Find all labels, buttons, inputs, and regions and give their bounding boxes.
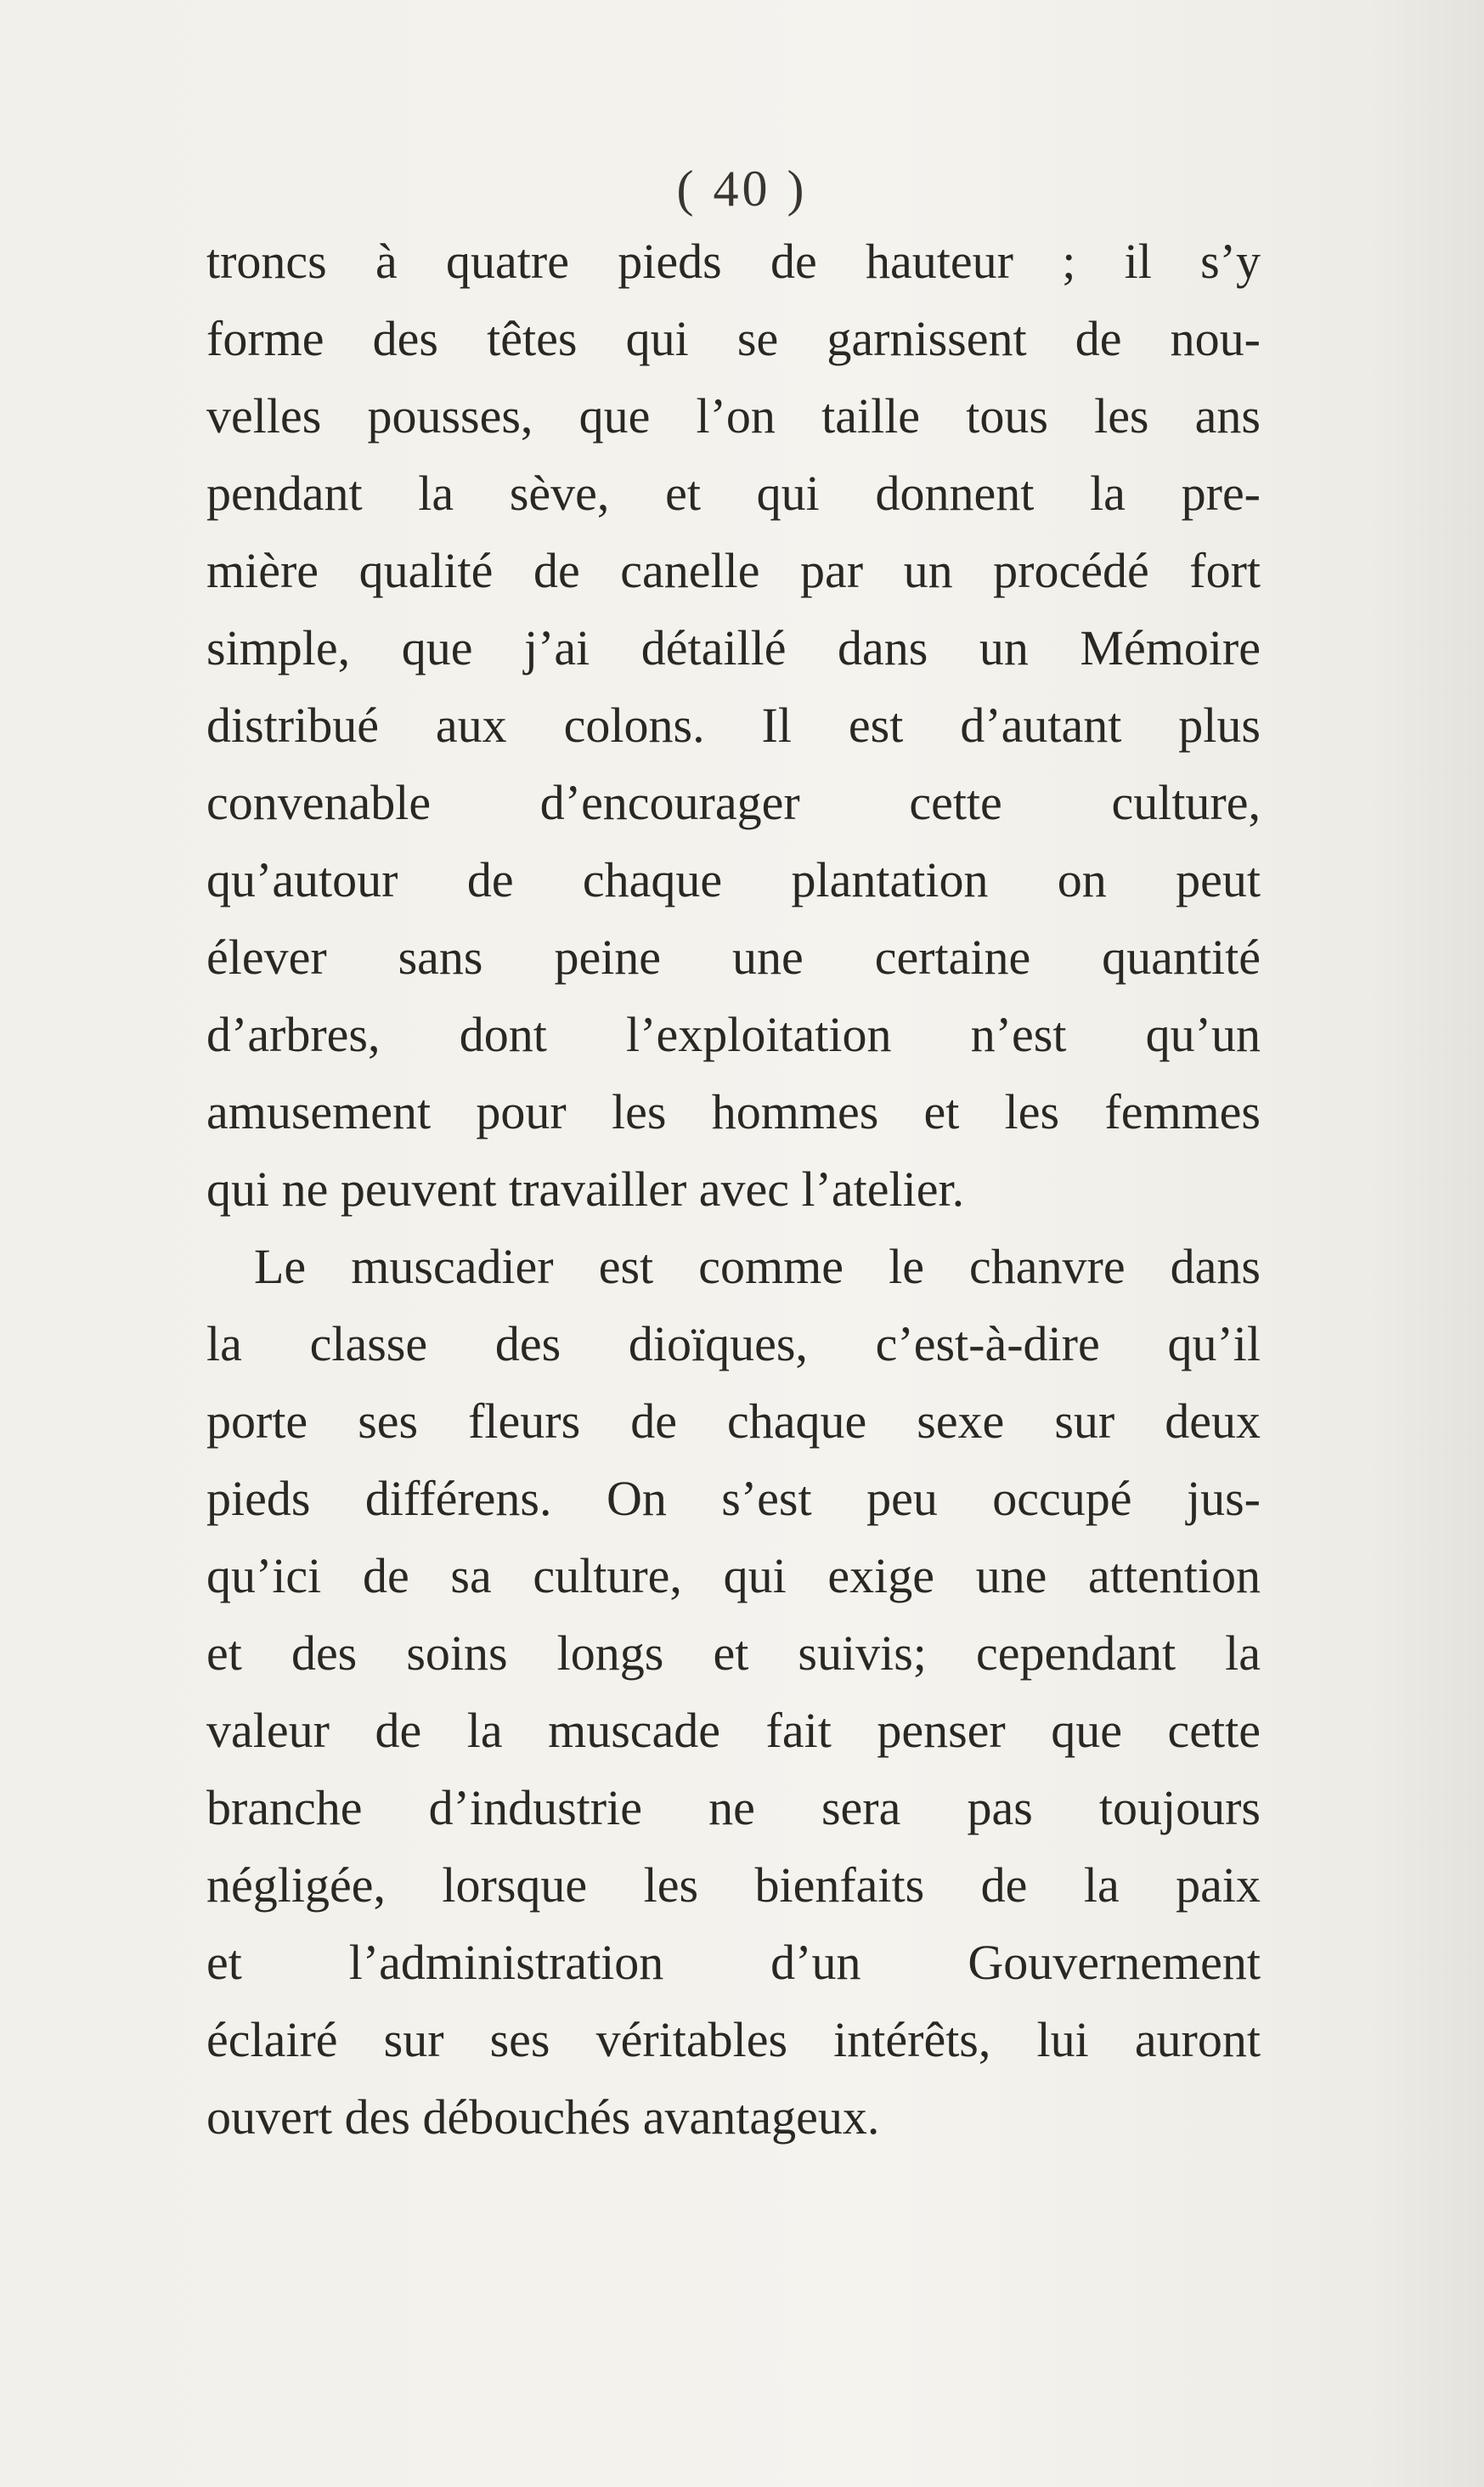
text-line: négligée, lorsque les bienfaits de la paix — [206, 1857, 1261, 1913]
text-line: troncs à quatre pieds de hauteur ; il s’y — [206, 234, 1261, 289]
text-line: amusement pour les hommes et les femmes — [206, 1084, 1261, 1139]
text-line: qui ne peuvent travailler avec l’atelier. — [206, 1162, 965, 1217]
paragraph-1 — [206, 223, 1261, 1228]
body-text — [206, 223, 1261, 2156]
text-line: et l’administration d’un Gouvernement — [206, 1935, 1261, 1990]
text-line: Le muscadier est comme le chanvre dans — [254, 1239, 1261, 1294]
text-line: mière qualité de canelle par un procédé fort — [206, 543, 1261, 598]
text-line: ouvert des débouchés avantageux. — [206, 2089, 880, 2145]
text-line: qu’ici de sa culture, qui exige une attention — [206, 1548, 1261, 1603]
text-line: pendant la sève, et qui donnent la pre- — [206, 466, 1261, 521]
text-line: branche d’industrie ne sera pas toujours — [206, 1780, 1261, 1835]
text-line: la classe des dioïques, c’est-à-dire qu’il — [206, 1316, 1261, 1371]
text-line: élever sans peine une certaine quantité — [206, 930, 1261, 985]
text-line: porte ses fleurs de chaque sexe sur deux — [206, 1393, 1261, 1449]
text-line: simple, que j’ai détaillé dans un Mémoire — [206, 620, 1261, 675]
text-line: d’arbres, dont l’exploitation n’est qu’un — [206, 1007, 1261, 1062]
text-line: et des soins longs et suivis; cependant la — [206, 1625, 1261, 1681]
text-line: distribué aux colons. Il est d’autant plus — [206, 698, 1261, 753]
text-line: pieds différens. On s’est peu occupé jus- — [206, 1471, 1261, 1526]
page-number: ( 40 ) — [676, 161, 808, 217]
text-line: convenable d’encourager cette culture, — [206, 775, 1261, 830]
text-line: éclairé sur ses véritables intérêts, lui auront — [206, 2012, 1261, 2067]
paragraph-2 — [206, 1228, 1261, 2156]
text-line: valeur de la muscade fait penser que cette — [206, 1703, 1261, 1758]
text-line: forme des têtes qui se garnissent de nou- — [206, 311, 1261, 366]
text-line: velles pousses, que l’on taille tous les ans — [206, 388, 1261, 444]
text-line: qu’autour de chaque plantation on peut — [206, 852, 1261, 907]
